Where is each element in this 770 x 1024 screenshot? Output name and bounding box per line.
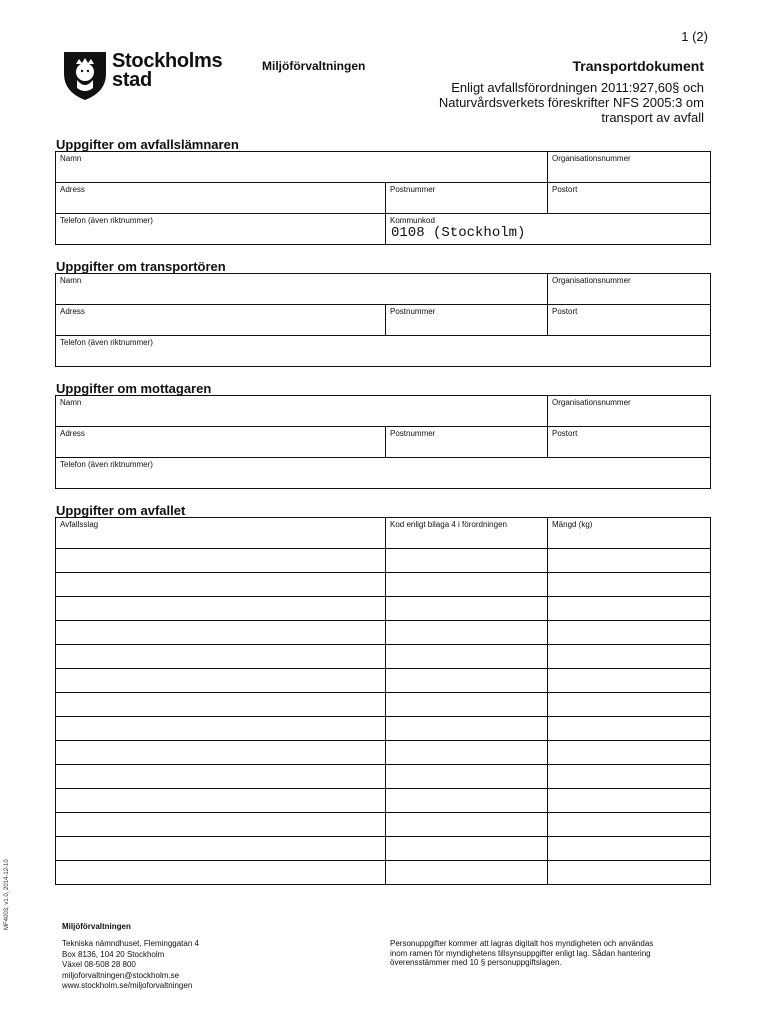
subtitle-line-1: Enligt avfallsförordningen 2011:927,60§ och — [451, 80, 704, 95]
logo-text-line1: Stockholms — [112, 50, 223, 72]
field-label: Postort — [552, 185, 578, 194]
form-version-note: MF4003, v1.0, 2014-12-10 — [4, 859, 10, 930]
waste-code-cell[interactable] — [386, 717, 548, 741]
waste-code-cell[interactable] — [386, 837, 548, 861]
lamnaren-phone-field[interactable] — [56, 214, 386, 245]
mottagaren-address-field[interactable] — [56, 427, 386, 458]
lamnaren-orgnr-field[interactable] — [548, 152, 711, 183]
lamnaren-postnummer-field[interactable] — [386, 183, 548, 214]
waste-amount-cell[interactable] — [548, 861, 711, 885]
waste-type-cell[interactable] — [56, 717, 386, 741]
waste-row — [56, 573, 711, 597]
footer-phone: Växel 08-508 28 800 — [62, 960, 136, 969]
field-label: Adress — [60, 429, 85, 438]
waste-code-cell[interactable] — [386, 741, 548, 765]
waste-amount-cell[interactable] — [548, 597, 711, 621]
waste-amount-cell[interactable] — [548, 573, 711, 597]
waste-row — [56, 789, 711, 813]
field-label: Organisationsnummer — [552, 276, 631, 285]
footer-website: www.stockholm.se/miljoforvaltningen — [62, 981, 193, 990]
waste-type-cell[interactable] — [56, 573, 386, 597]
waste-amount-cell[interactable] — [548, 765, 711, 789]
footer-address-line-1: Tekniska nämndhuset, Fleminggatan 4 — [62, 939, 199, 948]
field-label: Telefon (även riktnummer) — [60, 338, 153, 347]
field-label: Postort — [552, 429, 578, 438]
waste-row — [56, 549, 711, 573]
field-label: Adress — [60, 185, 85, 194]
mottagaren-postnummer-field[interactable] — [386, 427, 548, 458]
section-title-transportoren: Uppgifter om transportören — [56, 259, 226, 274]
transportoren-orgnr-field[interactable] — [548, 274, 711, 305]
field-label: Telefon (även riktnummer) — [60, 460, 153, 469]
waste-type-cell[interactable] — [56, 765, 386, 789]
waste-amount-cell[interactable] — [548, 837, 711, 861]
transportoren-name-field[interactable] — [56, 274, 548, 305]
footer-address-line-2: Box 8136, 104 20 Stockholm — [62, 949, 165, 959]
privacy-line-1: Personuppgifter kommer att lagras digitalt hos myndigheten och användas — [390, 939, 654, 948]
waste-amount-cell[interactable] — [548, 789, 711, 813]
lamnaren-name-field[interactable] — [56, 152, 548, 183]
waste-code-cell[interactable] — [386, 765, 548, 789]
section-title-mottagaren: Uppgifter om mottagaren — [56, 381, 212, 396]
privacy-notice — [390, 939, 710, 968]
waste-type-cell[interactable] — [56, 645, 386, 669]
waste-amount-cell[interactable] — [548, 717, 711, 741]
waste-type-cell[interactable] — [56, 549, 386, 573]
field-label: Organisationsnummer — [552, 154, 631, 163]
waste-type-cell[interactable] — [56, 693, 386, 717]
footer-email: miljoforvaltningen@stockholm.se — [62, 970, 180, 980]
logo-text-line2: stad — [112, 69, 152, 91]
waste-row — [56, 861, 711, 885]
waste-row — [56, 693, 711, 717]
waste-code-cell[interactable] — [386, 813, 548, 837]
waste-type-cell[interactable] — [56, 813, 386, 837]
lamnaren-kommunkod-field[interactable] — [386, 214, 711, 245]
field-label: Kommunkod — [390, 216, 435, 225]
transportoren-postnummer-field[interactable] — [386, 305, 548, 336]
mottagaren-table — [55, 395, 711, 489]
kommunkod-value: 0108 (Stockholm) — [391, 225, 526, 241]
logo-wordmark — [112, 52, 222, 90]
field-label: Postnummer — [390, 307, 436, 316]
avfallsslag-header — [56, 518, 386, 549]
waste-amount-cell[interactable] — [548, 549, 711, 573]
waste-code-cell[interactable] — [386, 621, 548, 645]
field-label: Namn — [60, 276, 82, 285]
waste-row — [56, 717, 711, 741]
waste-type-cell[interactable] — [56, 597, 386, 621]
privacy-line-2: inom ramen för myndighetens tillsynsuppgifter enligt lag. Sådan hantering — [390, 948, 651, 958]
field-label: Telefon (även riktnummer) — [60, 216, 153, 225]
waste-amount-cell[interactable] — [548, 741, 711, 765]
waste-code-cell[interactable] — [386, 861, 548, 885]
mottagaren-postort-field[interactable] — [548, 427, 711, 458]
footer-department: Miljöförvaltningen — [62, 922, 131, 931]
waste-code-cell[interactable] — [386, 693, 548, 717]
waste-amount-cell[interactable] — [548, 693, 711, 717]
page-number: 1 (2) — [681, 29, 708, 44]
field-label: Adress — [60, 307, 85, 316]
waste-type-cell[interactable] — [56, 861, 386, 885]
waste-type-cell[interactable] — [56, 669, 386, 693]
waste-row — [56, 597, 711, 621]
waste-type-cell[interactable] — [56, 741, 386, 765]
waste-amount-cell[interactable] — [548, 645, 711, 669]
waste-amount-cell[interactable] — [548, 813, 711, 837]
kod-header — [386, 518, 548, 549]
waste-type-cell[interactable] — [56, 621, 386, 645]
field-label: Postnummer — [390, 185, 436, 194]
waste-row — [56, 765, 711, 789]
avfallet-table — [55, 517, 711, 885]
waste-type-cell[interactable] — [56, 789, 386, 813]
waste-row — [56, 669, 711, 693]
section-title-avfallet: Uppgifter om avfallet — [56, 503, 186, 518]
field-label: Namn — [60, 154, 82, 163]
waste-row — [56, 813, 711, 837]
department-name: Miljöförvaltningen — [262, 59, 366, 73]
column-label: Kod enligt bilaga 4 i förordningen — [390, 520, 507, 529]
waste-row — [56, 837, 711, 861]
waste-code-cell[interactable] — [386, 789, 548, 813]
footer-address — [62, 939, 199, 992]
transportoren-postort-field[interactable] — [548, 305, 711, 336]
lamnaren-postort-field[interactable] — [548, 183, 711, 214]
field-label: Namn — [60, 398, 82, 407]
column-label: Mängd (kg) — [552, 520, 593, 529]
column-label: Avfallsslag — [60, 520, 99, 529]
privacy-line-3: överensstämmer med 10 § personuppgiftslagen. — [390, 958, 562, 967]
document-title: Transportdokument — [572, 58, 704, 74]
subtitle-line-3: transport av avfall — [601, 110, 704, 125]
mottagaren-phone-field[interactable] — [56, 458, 711, 489]
waste-row — [56, 741, 711, 765]
waste-code-cell[interactable] — [386, 573, 548, 597]
field-label: Postort — [552, 307, 578, 316]
section-title-lamnaren: Uppgifter om avfallslämnaren — [56, 137, 239, 152]
waste-code-cell[interactable] — [386, 669, 548, 693]
mottagaren-name-field[interactable] — [56, 396, 548, 427]
transportoren-table — [55, 273, 711, 367]
transportoren-address-field[interactable] — [56, 305, 386, 336]
mottagaren-orgnr-field[interactable] — [548, 396, 711, 427]
field-label: Postnummer — [390, 429, 436, 438]
waste-code-cell[interactable] — [386, 597, 548, 621]
field-label: Organisationsnummer — [552, 398, 631, 407]
lamnaren-address-field[interactable] — [56, 183, 386, 214]
waste-row — [56, 621, 711, 645]
transportoren-phone-field[interactable] — [56, 336, 711, 367]
lamnaren-table — [55, 151, 711, 245]
waste-row — [56, 645, 711, 669]
document-subtitle — [400, 80, 704, 125]
waste-amount-cell[interactable] — [548, 621, 711, 645]
waste-code-cell[interactable] — [386, 549, 548, 573]
waste-code-cell[interactable] — [386, 645, 548, 669]
subtitle-line-2: Naturvårdsverkets föreskrifter NFS 2005:3 om — [438, 95, 704, 110]
waste-amount-cell[interactable] — [548, 669, 711, 693]
waste-type-cell[interactable] — [56, 837, 386, 861]
mangd-header — [548, 518, 711, 549]
